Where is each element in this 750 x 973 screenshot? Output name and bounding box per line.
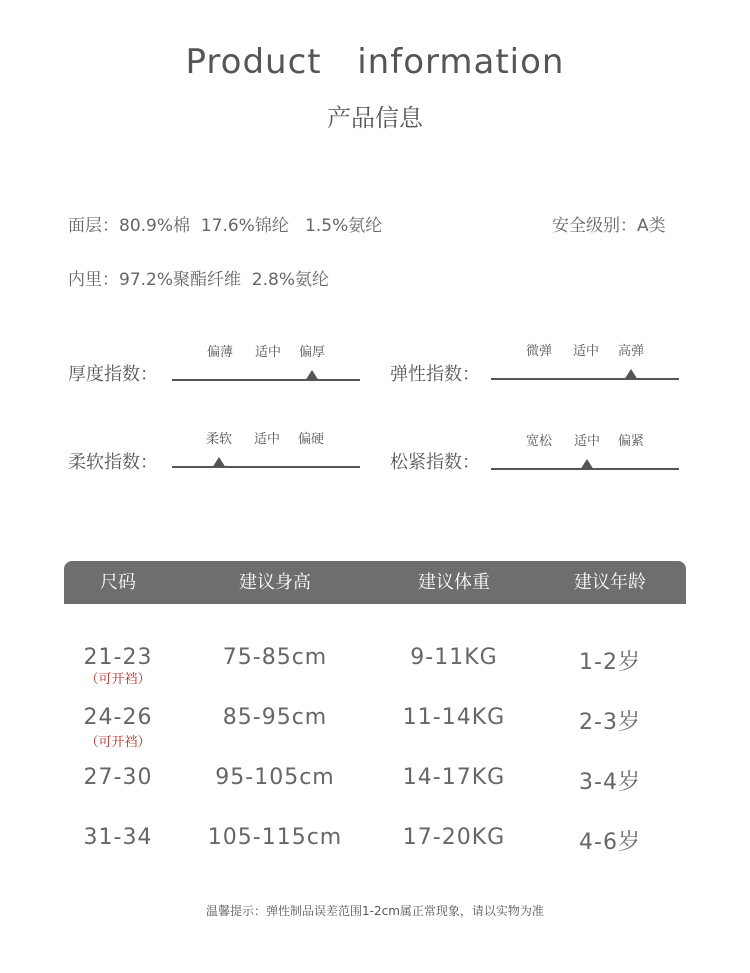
crotch-note: （可开裆） (85, 735, 151, 750)
weight-cell: 11-14KG (402, 705, 506, 730)
crotch-note: （可开裆） (85, 672, 151, 687)
header-age: 建议年龄 (574, 572, 646, 593)
age-cell: 3-4岁 (579, 770, 641, 795)
scale-line (172, 379, 360, 381)
scale-option: 适中 (253, 432, 281, 447)
height-cell: 85-95cm (222, 705, 328, 730)
size-cell: 21-23 (83, 645, 153, 670)
elasticity-scale (491, 340, 679, 380)
scale-line (491, 378, 679, 380)
safety-level: 安全级别：A类 (552, 216, 666, 236)
size-table-header (64, 561, 686, 604)
title-english: Product information (185, 42, 565, 82)
elasticity-label: 弹性指数： (390, 364, 480, 385)
tightness-scale (491, 430, 679, 470)
scale-option: 适中 (254, 345, 282, 360)
age-cell: 4-6岁 (579, 830, 641, 855)
size-cell: 31-34 (83, 825, 153, 850)
tightness-label: 松紧指数： (390, 452, 480, 473)
scale-option: 高弹 (617, 344, 645, 359)
size-cell: 24-26 (83, 705, 153, 730)
height-cell: 75-85cm (222, 645, 328, 670)
footer-tip: 温馨提示：弹性制品误差范围1-2cm属正常现象，请以实物为准 (206, 904, 544, 918)
outer-material: 面层：80.9%棉 17.6%锦纶 1.5%氨纶 (68, 216, 383, 236)
scale-option: 适中 (573, 434, 601, 449)
header-size: 尺码 (100, 572, 136, 593)
scale-option: 宽松 (525, 434, 553, 449)
scale-option: 偏薄 (206, 345, 234, 360)
lining-material: 内里：97.2%聚酯纤维 2.8%氨纶 (68, 270, 330, 290)
scale-option: 适中 (572, 344, 600, 359)
weight-cell: 9-11KG (410, 645, 498, 670)
height-cell: 105-115cm (207, 825, 343, 850)
size-cell: 27-30 (83, 765, 153, 790)
title-chinese: 产品信息 (327, 104, 423, 132)
header-height: 建议身高 (239, 572, 311, 593)
height-cell: 95-105cm (215, 765, 335, 790)
scale-line (491, 468, 679, 470)
weight-cell: 14-17KG (402, 765, 506, 790)
thickness-scale (172, 341, 360, 381)
scale-option: 微弹 (525, 344, 553, 359)
weight-cell: 17-20KG (402, 825, 506, 850)
header-weight: 建议体重 (418, 572, 490, 593)
scale-option: 柔软 (205, 432, 233, 447)
thickness-label: 厚度指数： (68, 364, 158, 385)
age-cell: 2-3岁 (579, 710, 641, 735)
age-cell: 1-2岁 (579, 650, 641, 675)
softness-scale (172, 428, 360, 468)
scale-line (172, 466, 360, 468)
softness-label: 柔软指数： (68, 452, 158, 473)
scale-option: 偏硬 (297, 432, 325, 447)
scale-option: 偏厚 (298, 345, 326, 360)
scale-option: 偏紧 (617, 434, 645, 449)
